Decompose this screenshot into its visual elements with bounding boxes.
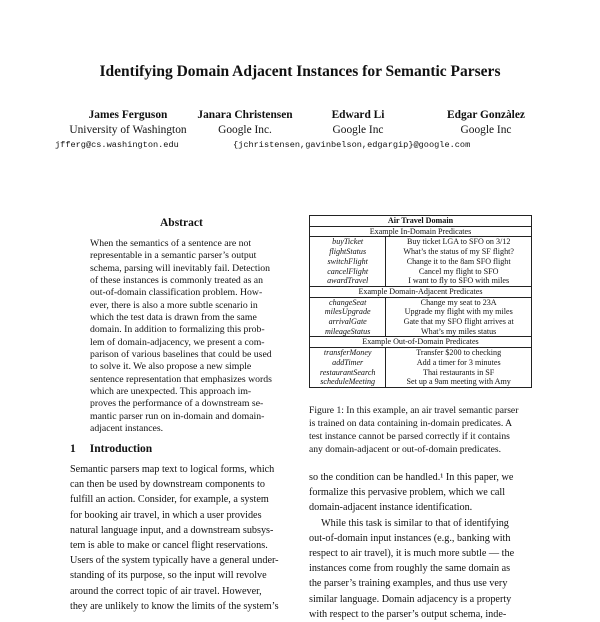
section-heading xyxy=(70,443,152,455)
figure-row xyxy=(310,348,532,358)
predicate-cell: milesUpgrade xyxy=(310,307,386,317)
predicate-cell: mileageStatus xyxy=(310,327,386,337)
utterance-cell: Change my seat to 23A xyxy=(386,297,532,307)
caption-line: is trained on data containing in-domain predicates. A xyxy=(309,417,513,429)
body-line: instances come from roughly the same domain as xyxy=(309,563,511,575)
utterance-cell: Transfer $200 to checking xyxy=(386,348,532,358)
author-name: James Ferguson xyxy=(88,109,168,121)
author-name: Edward Li xyxy=(331,109,385,121)
figure-row xyxy=(310,276,532,286)
body-line: they are unlikely to know the limits of the system’s xyxy=(70,600,279,612)
utterance-cell: Change it to the 8am SFO flight xyxy=(386,257,532,267)
figure-section-row xyxy=(310,337,532,348)
abstract-line: sentence representation that emphasizes words xyxy=(90,373,272,385)
figure-row xyxy=(310,368,532,378)
figure-section-label: Example In-Domain Predicates xyxy=(310,226,532,237)
figure-row xyxy=(310,358,532,368)
body-line: tem is able to make or cancel flight reservations. xyxy=(70,540,268,552)
figure-row xyxy=(310,257,532,267)
abstract-text xyxy=(90,238,310,436)
abstract-line: lem of domain-adjacency, we present a com- xyxy=(90,336,265,348)
abstract-line: representable in a semantic parser’s output xyxy=(90,250,257,262)
figure-caption xyxy=(309,405,531,457)
abstract-line: adjacent instances. xyxy=(90,423,164,435)
body-line: formalize this pervasive problem, which we call xyxy=(309,487,506,499)
figure-title: Air Travel Domain xyxy=(310,216,532,227)
predicate-cell: switchFlight xyxy=(310,257,386,267)
utterance-cell: What’s the status of my SF flight? xyxy=(386,247,532,257)
utterance-cell: What’s my miles status xyxy=(386,327,532,337)
figure-row xyxy=(310,377,532,387)
utterance-cell: Upgrade my flight with my miles xyxy=(386,307,532,317)
utterance-cell: Add a timer for 3 minutes xyxy=(386,358,532,368)
predicate-cell: arrivalGate xyxy=(310,317,386,327)
figure-row xyxy=(310,247,532,257)
abstract-line: mantic parser run on in-domain and domain- xyxy=(90,410,265,422)
abstract-line: which are unexpected. This approach im- xyxy=(90,386,252,398)
predicate-cell: cancelFlight xyxy=(310,267,386,277)
caption-line: any domain-adjacent or out-of-domain predicates. xyxy=(309,443,502,455)
author-affiliation: Google Inc xyxy=(332,124,384,136)
intro-column-left xyxy=(70,462,296,614)
author-name: Janara Christensen xyxy=(197,109,293,121)
body-line: fulfill an action. Consider, for example, a system xyxy=(70,494,269,506)
body-line: standing of its purpose, so the input will revolve xyxy=(70,570,267,582)
utterance-cell: Gate that my SFO flight arrives at xyxy=(386,317,532,327)
email-google: {jchristensen,gavinbelson,edgargip}@google.com xyxy=(233,140,471,150)
abstract-line: parison of various baselines that could be used xyxy=(90,349,272,361)
utterance-cell: I want to fly to SFO with miles xyxy=(386,276,532,286)
author-name: Edgar Gonzàlez xyxy=(447,109,525,121)
utterance-cell: Thai restaurants in SF xyxy=(386,368,532,378)
utterance-cell: Buy ticket LGA to SFO on 3/12 xyxy=(386,237,532,247)
body-line: out-of-domain input instances (e.g., banking with xyxy=(309,532,511,544)
predicate-cell: awardTravel xyxy=(310,276,386,286)
author-block xyxy=(58,108,198,138)
figure-row xyxy=(310,297,532,307)
body-line: for booking air travel, in which a user provides xyxy=(70,509,262,521)
figure-row xyxy=(310,307,532,317)
body-line: so the condition can be handled.¹ In this paper, we xyxy=(309,472,514,483)
body-line: Users of the system typically have a general under- xyxy=(70,555,279,567)
abstract-line: proves the performance of a downstream se- xyxy=(90,398,264,410)
body-line: respect to air travel), it is much more subtle — the xyxy=(309,548,515,560)
figure-section-row xyxy=(310,286,532,297)
figure-row xyxy=(310,267,532,277)
abstract-line: schema, parsing will inevitably fail. Detection xyxy=(90,262,271,274)
abstract-line: to solve it. We also propose a new simple xyxy=(90,361,252,373)
abstract-line: of these instances is commonly treated as an xyxy=(90,275,264,287)
utterance-cell: Set up a 9am meeting with Amy xyxy=(386,377,532,387)
section-number: 1 xyxy=(70,443,76,455)
author-block xyxy=(312,108,404,138)
abstract-line: When the semantics of a sentence are not xyxy=(90,238,252,249)
body-line: Semantic parsers map text to logical forms, which xyxy=(70,464,275,475)
email-uw: jfferg@cs.washington.edu xyxy=(55,140,179,150)
section-title: Introduction xyxy=(89,443,153,455)
figure-section-label: Example Out-of-Domain Predicates xyxy=(310,337,532,348)
figure-title-row xyxy=(310,216,532,227)
abstract-line: domain. In addition to formalizing this prob- xyxy=(90,324,265,336)
utterance-cell: Cancel my flight to SFO xyxy=(386,267,532,277)
author-block xyxy=(185,108,305,138)
predicate-cell: restaurantSearch xyxy=(310,368,386,378)
figure-row xyxy=(310,327,532,337)
abstract-line: which the test data is drawn from the same xyxy=(90,312,257,324)
caption-line: Figure 1: In this example, an air travel semantic parser xyxy=(309,405,519,416)
figure-row xyxy=(310,317,532,327)
abstract-heading: Abstract xyxy=(160,217,203,229)
predicate-cell: flightStatus xyxy=(310,247,386,257)
figure-table xyxy=(309,215,532,388)
predicate-cell: changeSeat xyxy=(310,297,386,307)
body-line: with respect to the parser’s output schema, inde- xyxy=(309,608,507,620)
author-affiliation: Google Inc. xyxy=(218,124,272,136)
figure-row xyxy=(310,237,532,247)
body-line: While this task is similar to that of identifying xyxy=(321,517,509,529)
figure-section-label: Example Domain-Adjacent Predicates xyxy=(310,286,532,297)
predicate-cell: buyTicket xyxy=(310,237,386,247)
body-line: natural language input, and a downstream subsys- xyxy=(70,524,274,536)
body-line: can then be used by downstream components to xyxy=(70,479,265,491)
abstract-line: out-of-domain classification problem. How- xyxy=(90,287,263,299)
paper-title: Identifying Domain Adjacent Instances for Semantic Parsers xyxy=(99,63,501,80)
author-block xyxy=(430,108,542,138)
predicate-cell: scheduleMeeting xyxy=(310,377,386,387)
author-affiliation: Google Inc xyxy=(460,124,512,136)
predicate-cell: transferMoney xyxy=(310,348,386,358)
abstract-line: ever, there is also a more subtle scenario in xyxy=(90,299,258,311)
intro-column-right xyxy=(309,470,531,622)
caption-line: test instance cannot be parsed correctly if it contains xyxy=(309,430,510,442)
figure-section-row xyxy=(310,226,532,237)
body-line: around the correct topic of air travel. However, xyxy=(70,585,262,597)
predicate-cell: addTimer xyxy=(310,358,386,368)
body-line: domain-adjacent instance identification. xyxy=(309,502,473,514)
body-line: the parser’s training examples, and thus use very xyxy=(309,578,508,590)
author-affiliation: University of Washington xyxy=(69,124,187,136)
body-line: similar language. Domain adjacency is a property xyxy=(309,593,512,605)
